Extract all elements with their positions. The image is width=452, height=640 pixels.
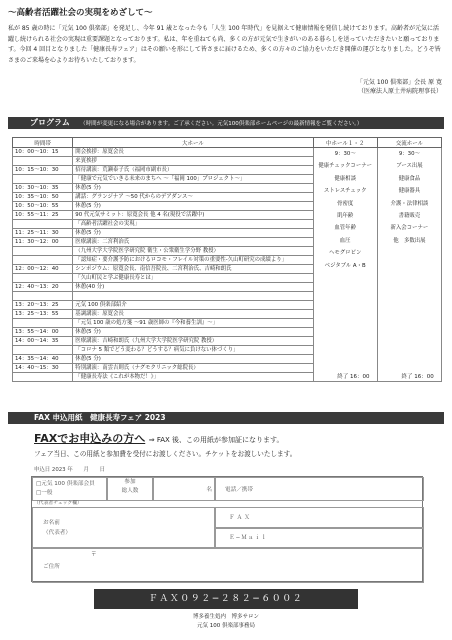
schedule-time: 14：00〜14：35	[13, 337, 73, 346]
schedule-item: 招待講演：荒瀬泰子氏（福岡市副市長）	[73, 166, 313, 175]
attendees-label-2: 総人数	[121, 488, 139, 494]
fax-field[interactable]	[214, 507, 424, 529]
member-note: （代表者チェック欄）	[34, 501, 82, 506]
schedule-item: 休憩(5 分)	[73, 184, 313, 193]
mid-hall-item: ベジタブル A・B	[324, 262, 366, 269]
member-option-2[interactable]: □一般	[36, 490, 53, 496]
schedule-time: 12：40〜13：20	[13, 283, 73, 292]
mid-hall-item: 肌年齢	[337, 213, 354, 220]
schedule-time	[13, 373, 73, 382]
attendees-label-1: 参加	[124, 479, 136, 485]
schedule-time: 10：15〜10：30	[13, 166, 73, 175]
sig-line-2: （医療法人原土井病院理事長）	[357, 88, 442, 95]
schedule-time: 10：00〜10：15	[13, 148, 73, 157]
schedule-item: 「健康長寿法《これが本物だ！》」	[73, 373, 313, 382]
mid-hall-item: ヘモグロビン	[329, 250, 362, 257]
application-form	[31, 476, 423, 582]
schedule-item: 来賓挨拶	[73, 157, 313, 166]
right-hall-item: 健康食品	[398, 175, 421, 182]
schedule-item: 「高齢者活躍社会の実現」	[73, 220, 313, 229]
right-hall-end: 終了 16：00	[401, 374, 434, 380]
schedule-item	[73, 292, 313, 301]
right-hall-item: ブース出展	[396, 163, 423, 170]
phone-field[interactable]	[214, 477, 424, 501]
fax-bar	[8, 412, 444, 424]
attendees-input[interactable]	[152, 477, 216, 501]
schedule-time	[13, 274, 73, 283]
schedule-item: シンポジウム：原寛会長、南信吾院長、二宮利治氏、吉崎和朗氏	[73, 265, 313, 274]
right-hall-item: 介護・法律相談	[390, 200, 429, 207]
attendees-unit: 名	[206, 487, 212, 493]
right-hall-item: 他 多数出展	[393, 237, 426, 244]
schedule-item: 休憩(5 分)	[73, 202, 313, 211]
schedule-item: 開会挨拶：原寛会長	[73, 148, 313, 157]
email-field[interactable]	[214, 527, 424, 549]
schedule-time: 11：30〜12：00	[13, 238, 73, 247]
schedule-item: 「認知症・要介護予防におけるロコモ・フレイル対策の重要性-久山町研究の成績より」	[73, 256, 313, 265]
page-title: 〜高齢者活躍社会の実現をめざして〜	[8, 8, 153, 18]
schedule-time	[13, 319, 73, 328]
schedule-row	[13, 148, 442, 157]
right-hall-item: 新入会コーナー	[390, 225, 429, 232]
program-bar	[8, 117, 444, 129]
mid-hall-item: 健康相談	[334, 175, 356, 182]
footer-line-2: 元気 100 倶楽部事務局	[197, 623, 255, 629]
schedule-time	[13, 247, 73, 256]
schedule-item: 休憩(5 分)	[73, 328, 313, 337]
schedule-time: 13：20〜13：25	[13, 301, 73, 310]
address-label: ご住所	[43, 564, 60, 570]
schedule-time: 13：25〜13：55	[13, 310, 73, 319]
postal-mark: 〒	[91, 552, 97, 558]
schedule-item: 講話：グランジナア 〜50 代からのデアダンス〜	[73, 193, 313, 202]
schedule-time	[13, 220, 73, 229]
name-field[interactable]	[32, 507, 216, 549]
footer-line-1: 博多養生処内 博多サロン	[192, 614, 259, 620]
schedule-time	[13, 175, 73, 184]
mid-hall-item: 血管年齢	[334, 225, 356, 232]
fax-instruction-lead: FAXでお申込みの方へ	[34, 432, 146, 445]
apply-date: 申込日 2023 年 月 日	[34, 467, 106, 473]
mid-hall-end: 終了 16：00	[337, 374, 370, 380]
fax-note: フェア当日、この用紙と参加費を受付にお渡しください。チケットをお渡しいたします。	[34, 450, 297, 458]
schedule-time: 12：00〜12：40	[13, 265, 73, 274]
name-label-1: お名前	[43, 520, 60, 526]
schedule-item: 「コロナ 5 類でどう変わる？どうする？病気に負けない体づくり」	[73, 346, 313, 355]
schedule-item: 「久山町民と学ぶ健康長寿とは」	[73, 274, 313, 283]
program-note: （時間が変更になる場合があります。ご了承ください。元気100倶楽部ホームページの最新情報をご覧ください。）	[80, 121, 363, 127]
name-label	[43, 518, 71, 538]
schedule-time: 11：25〜11：30	[13, 229, 73, 238]
fax-bar-title: FAX 申込用紙 健康長寿フェア 2023	[34, 413, 166, 422]
phone-label: 電話／携帯	[225, 487, 253, 493]
schedule-time: 10：30〜10：35	[13, 184, 73, 193]
attendees-label	[106, 477, 154, 501]
fax-instruction	[34, 430, 284, 446]
schedule-item: 「元気 100 歳の処方箋 〜91 歳医師の『今和養生訓』〜」	[73, 319, 313, 328]
schedule-item: 休憩(40 分)	[73, 283, 313, 292]
right-hall-item: 書籍販売	[398, 213, 421, 220]
schedule-item: 「健康で元気でいきる未来のまちへ 〜「福岡 100」プロジェクト〜」	[73, 175, 313, 184]
address-field[interactable]	[32, 547, 424, 583]
fax-number-box: ＦＡＸ０９２−２８２−６００２	[94, 589, 358, 609]
col-time: 時間帯	[13, 138, 73, 148]
schedule-time: 10：35〜10：50	[13, 193, 73, 202]
col-main-hall: 大ホール	[73, 138, 313, 148]
right-hall-item: 9：30〜	[398, 151, 420, 157]
schedule-time: 10：55〜11：25	[13, 211, 73, 220]
schedule-time: 10：50〜10：55	[13, 202, 73, 211]
schedule-time	[13, 292, 73, 301]
fax-instruction-tail: になります。	[242, 436, 284, 444]
schedule-time: 13：55〜14：00	[13, 328, 73, 337]
schedule-item: 医療講演：吉崎和朗氏（九州大学大学院医学研究院 教授）	[73, 337, 313, 346]
schedule-item: （九州大学大学院医学研究院 衛生・公衆衛生学分野 教授）	[73, 247, 313, 256]
schedule-item: 元気 100 倶楽部紹介	[73, 301, 313, 310]
email-label: Ｅ−Ｍａｉｌ	[229, 535, 268, 541]
mid-hall-item: 健康チェックコーナー	[318, 163, 372, 170]
schedule-time	[13, 256, 73, 265]
schedule-time	[13, 157, 73, 166]
mid-hall-item: ストレスチェック	[323, 188, 367, 195]
mid-hall-column	[313, 148, 377, 382]
right-hall-item: 健康器具	[398, 188, 421, 195]
member-type-cell[interactable]	[32, 477, 108, 501]
schedule-table	[12, 137, 442, 382]
schedule-item: 休憩(5 分)	[73, 229, 313, 238]
name-label-2: （代表者）	[43, 530, 71, 536]
program-title: プログラム	[30, 118, 70, 127]
col-mid-hall: 中ホール１・２	[313, 138, 377, 148]
fax-label: ＦＡＸ	[229, 515, 252, 521]
schedule-item: 特別講演：南雲吉則氏（ナグモクリニック総院長）	[73, 364, 313, 373]
schedule-header-row	[13, 138, 442, 148]
mid-hall-item: 骨密度	[337, 200, 354, 207]
member-option-1[interactable]: □元気 100 倶楽部会員	[36, 481, 95, 487]
schedule-time: 14：35〜14：40	[13, 355, 73, 364]
schedule-item: 休憩(5 分)	[73, 355, 313, 364]
fax-instruction-arrow: ⇒ FAX 後、この用紙が参加証	[148, 436, 243, 444]
signature	[357, 78, 442, 96]
col-right-hall: 交流ホール	[377, 138, 441, 148]
schedule-item: 90 代元気サミット：原寛会長 他 4 名(現役で活躍中)	[73, 211, 313, 220]
right-hall-column	[377, 148, 441, 382]
schedule-time	[13, 346, 73, 355]
schedule-item: 基調講演：原寛会長	[73, 310, 313, 319]
mid-hall-item: 9：30〜	[334, 151, 356, 157]
sig-line-1: 「元気 100 倶楽部」会長 原 寛	[356, 79, 442, 86]
intro-text: 私が 85 歳の時に「元気 100 倶楽部」を発足し、今年 91 歳となった今も「人生 100 年時代」を見据えて健康情報を発信し続けております。高齢者が元気に活躍し続けられる社会の実現は重要課題となっております。私は、年を重ねても尚、多くの方が元気で生きがいのある暮らしを送っていただきたいと願っております。今回 4 回目となりました「健康長寿フェア」はその願いを形にして皆さまに届けるため、多くの方々のご協力をいただき開催の運びとなりました。どうぞ皆さまのご来場を心よりお待ちいたしております。	[8, 25, 441, 64]
schedule-time: 14：40〜15：30	[13, 364, 73, 373]
schedule-item: 医療講演：二宮利治氏	[73, 238, 313, 247]
mid-hall-item: 血圧	[339, 237, 351, 244]
